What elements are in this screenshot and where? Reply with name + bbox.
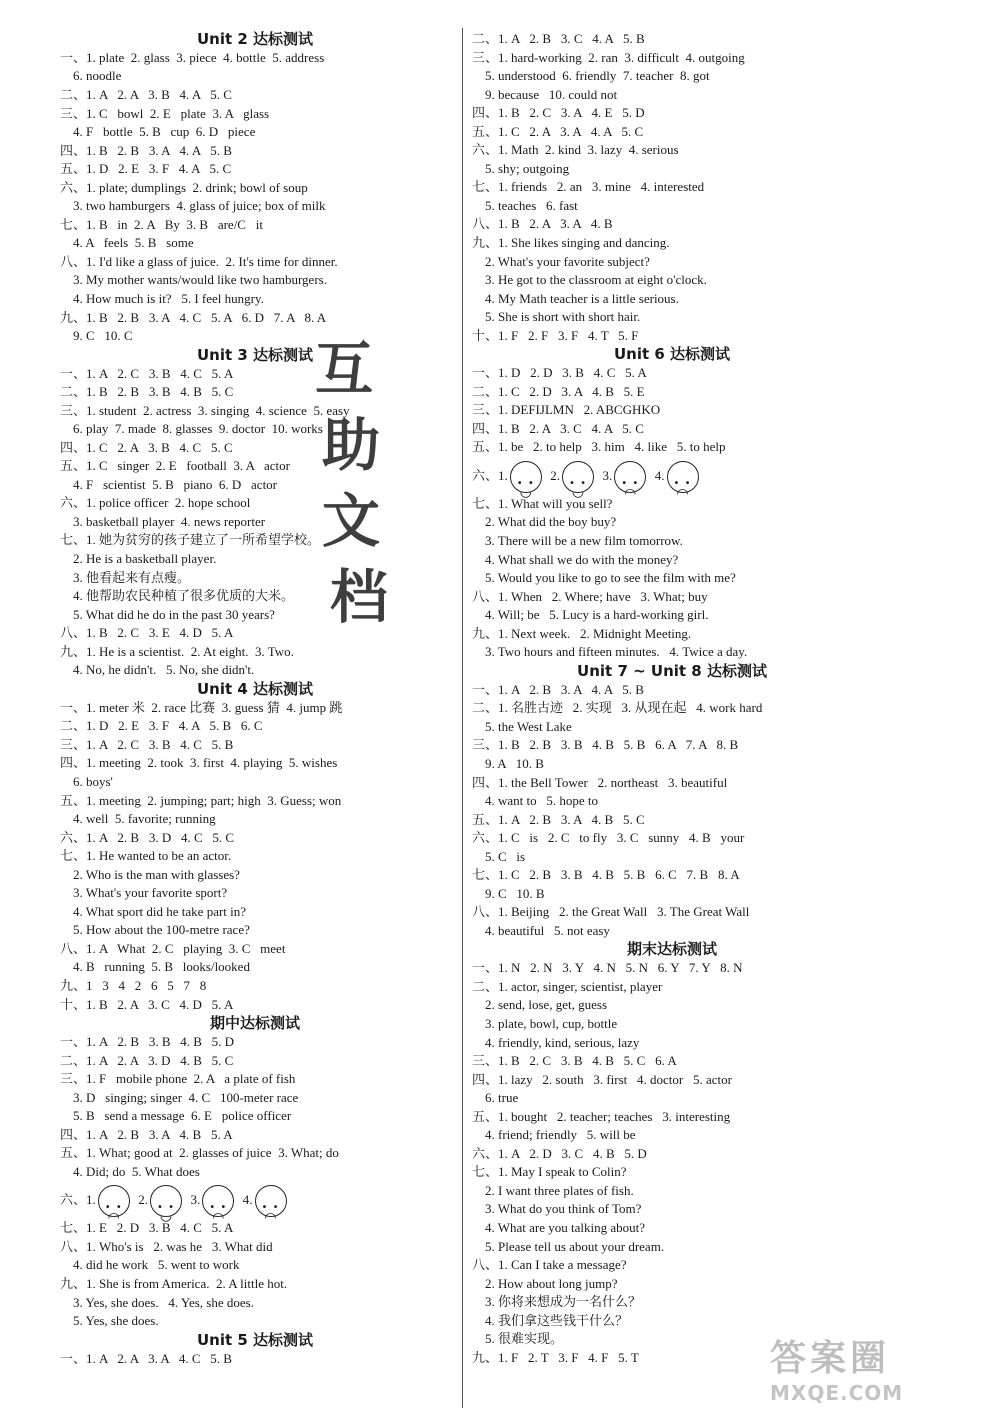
answer-line: 3. Two hours and fifteen minutes. 4. Twice a day. (472, 644, 748, 660)
answer-line: 5. C is (472, 848, 526, 864)
answer-line: 十、1. F 2. F 3. F 4. T 5. F (472, 327, 639, 343)
section-heading: 期末达标测试 (626, 940, 717, 959)
answer-line: 一、1. A 2. B 3. B 4. B 5. D (60, 1033, 235, 1049)
answer-line: 4. friendly, kind, serious, lazy (472, 1034, 640, 1050)
face-number: 2. (138, 1192, 149, 1208)
face-number: 2. (550, 467, 561, 483)
sad-face-icon (98, 1185, 130, 1217)
answer-line: 二、1. C 2. D 3. A 4. B 5. E (472, 383, 645, 399)
column-divider (462, 28, 463, 1408)
answer-line: 六、1. police officer 2. hope school (60, 495, 251, 511)
answer-line: 2. What's your favorite subject? (472, 253, 650, 269)
answer-line: 四、1. B 2. C 3. A 4. E 5. D (472, 105, 645, 121)
sad-face-icon (255, 1185, 287, 1217)
answer-line: 二、1. A 2. B 3. C 4. A 5. B (472, 31, 645, 46)
answer-line: 一、1. D 2. D 3. B 4. C 5. A (472, 365, 647, 381)
answer-line: 三、1. DEFIJLMN 2. ABCGHKO (472, 402, 661, 418)
answer-line: 九、1. She is from America. 2. A little hot. (60, 1275, 288, 1291)
smiley-face-icon (562, 461, 594, 493)
section-heading: Unit 4 达标测试 (196, 679, 314, 698)
answer-line: 七、1. B in 2. A By 3. B are/C it (60, 216, 263, 232)
answer-line: 9. C 10. C (60, 328, 133, 344)
answer-line: 四、1. B 2. B 3. A 4. A 5. B (60, 142, 232, 158)
site-logo (770, 1330, 990, 1405)
answer-line: 4. 我们拿这些钱干什么？ (472, 1312, 629, 1328)
answer-line: 3. My mother wants/would like two hamburgers. (60, 272, 327, 288)
answer-line: 4. B running 5. B looks/looked (60, 959, 250, 975)
answer-line: 一、1. A 2. B 3. A 4. A 5. B (472, 681, 644, 697)
answer-line: 九、1. B 2. B 3. A 4. C 5. A 6. D 7. A 8. A (60, 309, 327, 325)
answer-line: 3. 你将来想成为一名什么？ (472, 1294, 642, 1310)
answer-line: 6. play 7. made 8. glasses 9. doctor 10. works (60, 421, 323, 437)
answer-line: 4. What are you talking about? (472, 1219, 646, 1235)
answer-line: 5. B send a message 6. E police officer (60, 1108, 292, 1124)
answer-line: 九、1 3 4 2 6 5 7 8 (60, 977, 207, 993)
answer-line: 六、1. C is 2. C to fly 3. C sunny 4. B your (472, 830, 745, 846)
answer-line: 9. because 10. could not (472, 86, 618, 102)
logo-text: 答案圈 (770, 1338, 891, 1379)
answer-line: 七、1. E 2. D 3. B 4. C 5. A (60, 1220, 234, 1236)
question-prefix: 六、 (60, 1192, 87, 1208)
answer-line: 9. A 10. B (472, 755, 544, 771)
answer-line: 5. How about the 100-metre race? (60, 922, 250, 938)
answer-line: 4. well 5. favorite; running (60, 811, 216, 827)
answer-line: 二、1. 名胜古迹 2. 实现 3. 从现在起 4. work hard (472, 700, 763, 716)
answer-line: 八、1. When 2. Where; have 3. What; buy (472, 588, 708, 604)
face-number: 3. (190, 1192, 201, 1208)
answer-line: 2. What did the boy buy? (472, 514, 617, 530)
section-heading: Unit 3 达标测试 (196, 345, 314, 364)
answer-line: 三、1. C bowl 2. E plate 3. A glass (60, 105, 270, 121)
answer-line: 七、1. What will you sell? (472, 495, 613, 511)
answer-line: 一、1. plate 2. glass 3. piece 4. bottle 5. address (60, 49, 325, 65)
answer-line: 4. Did; do 5. What does (60, 1163, 200, 1179)
answer-line: 3. What's your favorite sport? (60, 885, 228, 901)
section-heading: Unit 5 达标测试 (196, 1330, 314, 1349)
answer-line: 5. Yes, she does. (60, 1313, 159, 1329)
answer-line: 6. noodle (60, 68, 122, 84)
answer-line: 三、1. student 2. actress 3. singing 4. science 5. easy (60, 402, 350, 418)
logo-url: MXQE.COM (770, 1381, 904, 1405)
section-heading: Unit 2 达标测试 (196, 30, 314, 48)
answer-line: 2. send, lose, get, guess (472, 997, 608, 1013)
answer-line: 一、1. meter 米 2. race 比赛 3. guess 猜 4. jump 跳 (60, 699, 343, 715)
answer-line: 五、1. bought 2. teacher; teaches 3. interesting (472, 1108, 731, 1124)
answer-line: 五、1. D 2. E 3. F 4. A 5. C (60, 161, 232, 177)
answer-line: 二、1. actor, singer, scientist, player (472, 978, 663, 994)
answer-line: 三、1. hard-working 2. ran 3. difficult 4. outgoing (472, 49, 745, 65)
smiley-face-icon (510, 461, 542, 493)
answer-line: 二、1. A 2. A 3. D 4. B 5. C (60, 1052, 234, 1068)
face-number: 3. (602, 467, 613, 483)
answer-line: 七、1. friends 2. an 3. mine 4. interested (472, 179, 705, 195)
answer-line: 五、1. be 2. to help 3. him 4. like 5. to help (472, 439, 726, 455)
answer-line: 3. 他看起来有点瘦。 (60, 569, 191, 585)
answer-line: 2. Who is the man with glasses? (60, 866, 240, 882)
answer-line: 八、1. I'd like a glass of juice. 2. It's time for dinner. (60, 253, 338, 269)
answer-line: 6. boys' (60, 773, 113, 789)
answer-line: 七、1. May I speak to Colin? (472, 1164, 627, 1180)
answer-line: 九、1. She likes singing and dancing. (472, 235, 670, 251)
answer-line: 五、1. C 2. A 3. A 4. A 5. C (472, 123, 644, 139)
answer-line: 六、1. plate; dumplings 2. drink; bowl of soup (60, 179, 308, 195)
answer-line: 八、1. Beijing 2. the Great Wall 3. The Great Wall (472, 904, 750, 920)
question-prefix: 六、 (472, 467, 499, 483)
face-answer-line (60, 1181, 450, 1219)
answer-line: 四、1. C 2. A 3. B 4. C 5. C (60, 439, 233, 455)
answer-line: 3. plate, bowl, cup, bottle (472, 1015, 618, 1031)
answer-line: 三、1. B 2. C 3. B 4. B 5. C 6. A (472, 1053, 677, 1069)
answer-line: 5. the West Lake (472, 718, 572, 734)
answer-line: 3. basketball player 4. news reporter (60, 513, 266, 529)
answer-line: 二、1. B 2. B 3. B 4. B 5. C (60, 384, 234, 400)
watermark-char-4: 档 (330, 563, 389, 631)
answer-line: 9. C 10. B (472, 885, 545, 901)
answer-line: 2. How about long jump? (472, 1275, 618, 1291)
answer-line: 九、1. F 2. T 3. F 4. F 5. T (472, 1349, 639, 1365)
face-answer-line (472, 457, 872, 495)
answer-line: 七、1. C 2. B 3. B 4. B 5. B 6. C 7. B 8. A (472, 867, 740, 883)
watermark-char-3: 文 (322, 487, 381, 555)
answer-line: 五、1. C singer 2. E football 3. A actor (60, 458, 291, 474)
answer-line: 一、1. A 2. A 3. A 4. C 5. B (60, 1350, 232, 1366)
answer-line: 4. No, he didn't. 5. No, she didn't. (60, 662, 255, 678)
answer-line: 八、1. B 2. A 3. A 4. B (472, 216, 613, 232)
right-column (472, 30, 872, 1367)
face-number: 4. (654, 467, 665, 483)
answer-line: 5. teaches 6. fast (472, 197, 578, 213)
answer-line: 八、1. A What 2. C playing 3. C meet (60, 940, 286, 956)
face-number: 4. (242, 1192, 253, 1208)
answer-line: 3. What do you think of Tom? (472, 1201, 642, 1217)
answer-line: 五、1. A 2. B 3. A 4. B 5. C (472, 811, 645, 827)
answer-line: 四、1. meeting 2. took 3. first 4. playing 5. wishes (60, 755, 338, 771)
answer-line: 4. What sport did he take part in? (60, 903, 247, 919)
face-number: 1. (498, 467, 508, 483)
answer-line: 一、1. A 2. C 3. B 4. C 5. A (60, 365, 234, 381)
answer-line: 3. two hamburgers 4. glass of juice; box of milk (60, 198, 326, 214)
answer-line: 六、1. A 2. B 3. D 4. C 5. C (60, 829, 235, 845)
answer-line: 二、1. D 2. E 3. F 4. A 5. B 6. C (60, 718, 263, 734)
face-number: 1. (86, 1192, 96, 1208)
answer-line: 6. true (472, 1090, 519, 1106)
answer-line: 2. I want three plates of fish. (472, 1182, 634, 1198)
section-heading: Unit 7 ~ Unit 8 达标测试 (577, 661, 767, 680)
answer-line: 九、1. Next week. 2. Midnight Meeting. (472, 625, 692, 641)
answer-line: 4. My Math teacher is a little serious. (472, 290, 679, 306)
section-heading: 期中达标测试 (209, 1014, 300, 1033)
answer-line: 十、1. B 2. A 3. C 4. D 5. A (60, 996, 234, 1012)
answer-line: 二、1. A 2. A 3. B 4. A 5. C (60, 87, 232, 102)
answer-line: 三、1. A 2. C 3. B 4. C 5. B (60, 736, 234, 752)
answer-line: 4. Will; be 5. Lucy is a hard-working girl. (472, 607, 709, 623)
answer-line: 八、1. Can I take a message? (472, 1257, 627, 1273)
answer-line: 5. Please tell us about your dream. (472, 1238, 665, 1254)
answer-line: 3. There will be a new film tomorrow. (472, 533, 683, 549)
answer-line: 3. He got to the classroom at eight o'clock. (472, 272, 707, 288)
answer-line: 七、1. 她为贫穷的孩子建立了一所希望学校。 (60, 532, 321, 548)
left-column (60, 30, 450, 1368)
answer-line: 五、1. meeting 2. jumping; part; high 3. Guess; won (60, 792, 342, 808)
answer-line: 4. friend; friendly 5. will be (472, 1127, 636, 1143)
sad-face-icon (202, 1185, 234, 1217)
answer-line: 三、1. B 2. B 3. B 4. B 5. B 6. A 7. A 8. B (472, 737, 739, 753)
answer-line: 六、1. Math 2. kind 3. lazy 4. serious (472, 142, 679, 158)
answer-line: 四、1. A 2. B 3. A 4. B 5. A (60, 1126, 233, 1142)
answer-line: 四、1. the Bell Tower 2. northeast 3. beautiful (472, 774, 728, 790)
answer-line: 5. What did he do in the past 30 years? (60, 606, 275, 622)
answer-line: 4. How much is it? 5. I feel hungry. (60, 291, 264, 307)
answer-line: 3. D singing; singer 4. C 100-meter race (60, 1089, 299, 1105)
answer-line: 四、1. lazy 2. south 3. first 4. doctor 5. actor (472, 1071, 732, 1087)
answer-line: 2. He is a basketball player. (60, 551, 217, 567)
answer-line: 四、1. B 2. A 3. C 4. A 5. C (472, 420, 644, 436)
answer-line: 4. want to 5. hope to (472, 793, 599, 809)
answer-line: 八、1. B 2. C 3. E 4. D 5. A (60, 625, 234, 641)
answer-line: 一、1. N 2. N 3. Y 4. N 5. N 6. Y 7. Y 8. N (472, 960, 743, 976)
answer-line: 五、1. What; good at 2. glasses of juice 3. What; do (60, 1145, 339, 1161)
sad-face-icon (667, 461, 699, 493)
answer-line: 5. understood 6. friendly 7. teacher 8. got (472, 68, 710, 84)
answer-line: 三、1. F mobile phone 2. A a plate of fish (60, 1071, 296, 1087)
section-heading: Unit 6 达标测试 (613, 345, 731, 364)
answer-line: 5. She is short with short hair. (472, 309, 641, 325)
answer-line: 九、1. He is a scientist. 2. At eight. 3. Two. (60, 643, 294, 659)
smiley-face-icon (150, 1185, 182, 1217)
sad-face-icon (614, 461, 646, 493)
watermark-char-2: 助 (322, 411, 381, 479)
answer-line: 5. Would you like to go to see the film with me? (472, 570, 736, 586)
answer-line: 5. 很难实现。 (472, 1331, 564, 1347)
watermark-char-1: 互 (315, 335, 374, 403)
answer-line: 4. F scientist 5. B piano 6. D actor (60, 476, 278, 492)
answer-line: 4. What shall we do with the money? (472, 551, 679, 567)
answer-line: 八、1. Who's is 2. was he 3. What did (60, 1238, 273, 1254)
answer-line: 六、1. A 2. D 3. C 4. B 5. D (472, 1145, 647, 1161)
answer-line: 4. 他帮助农民种植了很多优质的大米。 (60, 588, 295, 604)
answer-line: 5. shy; outgoing (472, 160, 570, 176)
answer-line: 七、1. He wanted to be an actor. (60, 848, 232, 864)
answer-line: 4. did he work 5. went to work (60, 1257, 240, 1273)
answer-line: 4. A feels 5. B some (60, 235, 194, 251)
answer-line: 3. Yes, she does. 4. Yes, she does. (60, 1294, 254, 1310)
answer-line: 4. beautiful 5. not easy (472, 922, 610, 938)
answer-line: 4. F bottle 5. B cup 6. D piece (60, 124, 256, 140)
